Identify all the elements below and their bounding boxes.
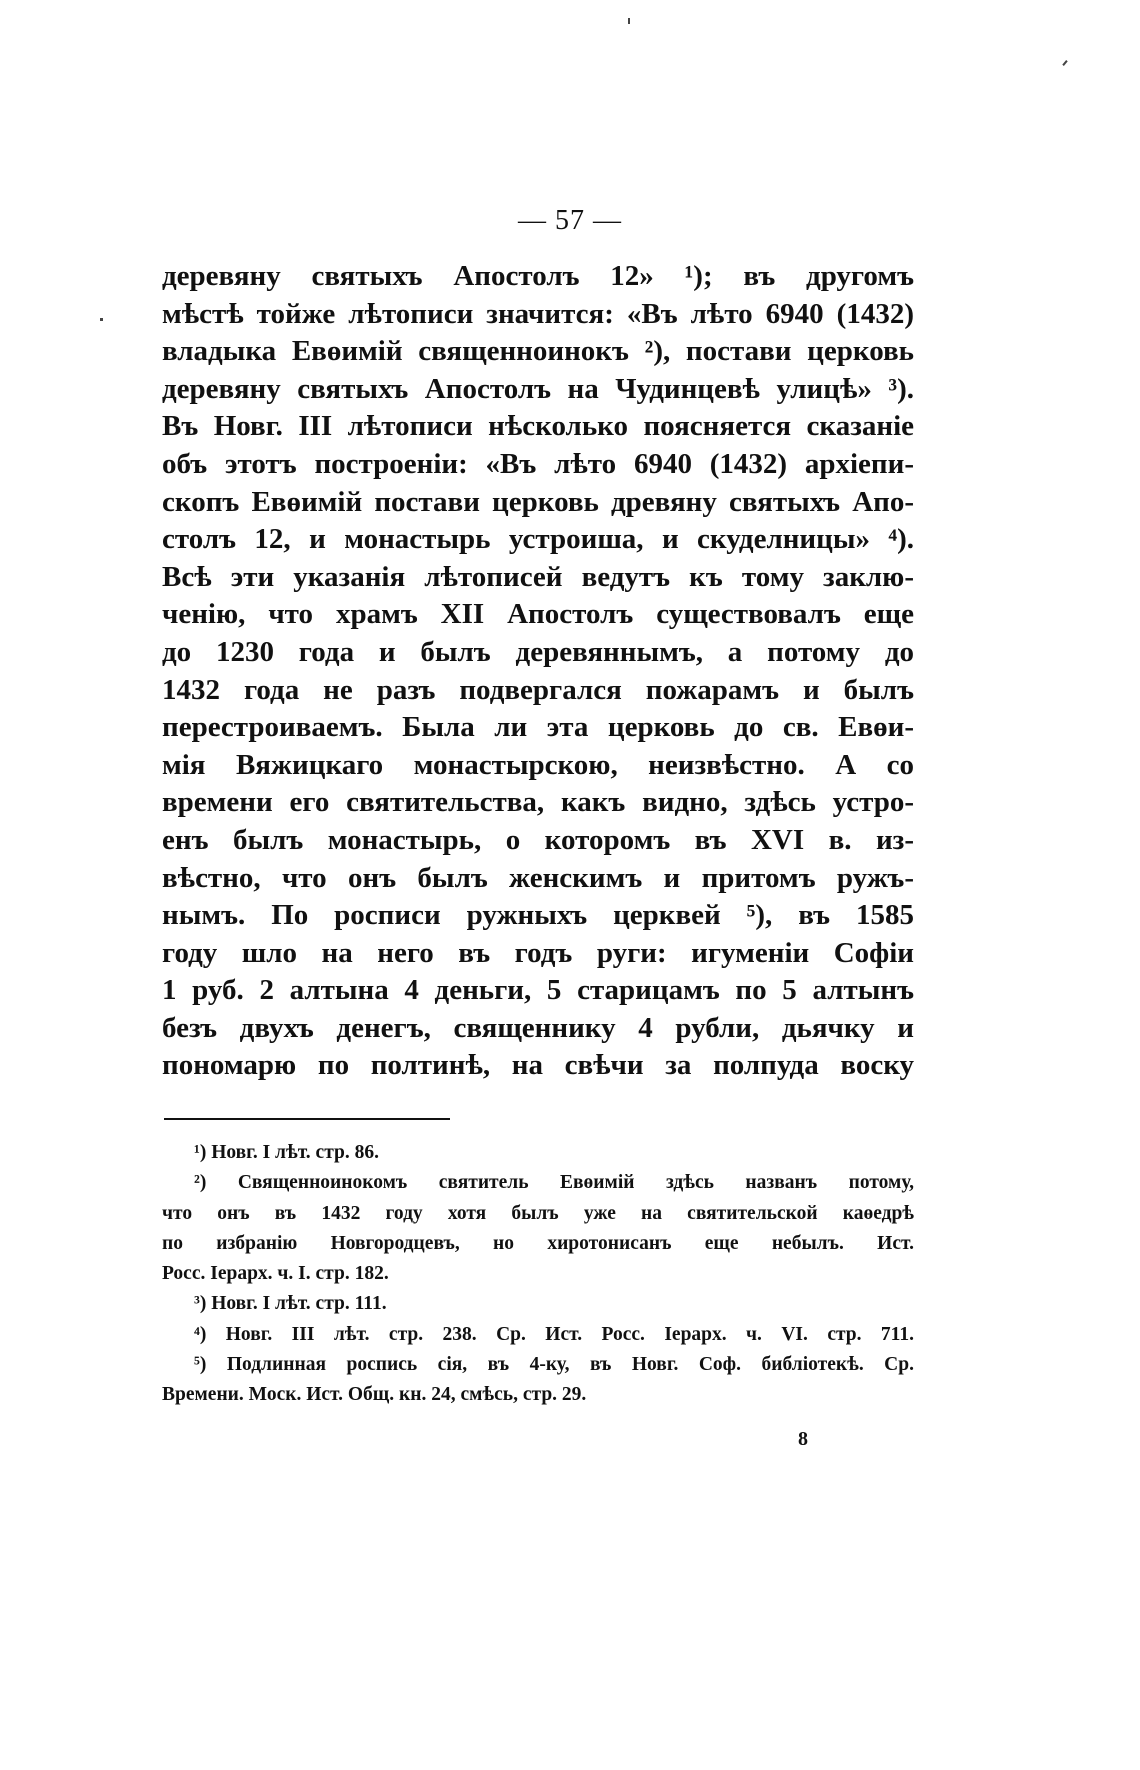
footnote-2-line: Росс. Іерарх. ч. I. стр. 182. <box>162 1263 389 1285</box>
body-line: году шло на него въ годъ руги: игуменіи Софіи <box>162 936 914 969</box>
body-line: скопъ Евөимій постави церковь древяну святыхъ Апо- <box>162 485 914 518</box>
body-line: объ этотъ построеніи: «Въ лѣто 6940 (1432) архіепи- <box>162 447 914 480</box>
body-line: 1 руб. 2 алтына 4 деньги, 5 старицамъ по 5 алтынъ <box>162 974 914 1007</box>
body-line: Въ Новг. III лѣтописи нѣсколько поясняется сказаніе <box>162 410 914 443</box>
footnote-1: ¹) Новг. I лѣт. стр. 86. <box>194 1142 379 1163</box>
body-line: мія Вяжицкаго монастырскою, неизвѣстно. А со <box>162 748 914 781</box>
body-line: Всѣ эти указанія лѣтописей ведутъ къ тому заклю- <box>162 560 914 593</box>
footnote-2-line: ²) Священноинокомъ святитель Евөимій здѣсь названъ потому, <box>194 1172 914 1194</box>
scan-speck <box>1062 60 1067 66</box>
body-line: енъ былъ монастырь, о которомъ въ XVI в. из- <box>162 823 914 856</box>
body-line: деревяну святыхъ Апостолъ 12» ¹); въ другомъ <box>162 260 914 292</box>
scan-speck <box>100 318 103 321</box>
body-line: мѣстѣ тойже лѣтописи значится: «Въ лѣто 6940 (1432) <box>162 297 914 330</box>
footnote-4: ⁴) Новг. III лѣт. стр. 238. Ср. Ист. Росс. Іерарх. ч. VI. стр. 711. <box>194 1323 914 1345</box>
body-line: ченію, что храмъ XII Апостолъ существовалъ еще <box>162 598 914 631</box>
footnote-3: ³) Новг. I лѣт. стр. 111. <box>194 1293 387 1315</box>
body-line: деревяну святыхъ Апостолъ на Чудинцевѣ улицѣ» ³). <box>162 372 914 405</box>
footnote-2-line: по избранію Новгородцевъ, но хиротонисанъ еще небылъ. Ист. <box>162 1232 914 1254</box>
footnote-separator <box>164 1118 450 1120</box>
body-line: 1432 года не разъ подвергался пожарамъ и былъ <box>162 673 914 706</box>
body-line: столъ 12, и монастырь устроиша, и скуделницы» ⁴). <box>162 523 914 556</box>
body-line: нымъ. По росписи ружныхъ церквей ⁵), въ 1585 <box>162 899 914 932</box>
body-line: безъ двухъ денегъ, священнику 4 рубли, дьячку и <box>162 1011 914 1044</box>
footnote-2-line: что онъ въ 1432 году хотя былъ уже на святительской каөедрѣ <box>162 1202 914 1224</box>
page-number: — 57 — <box>518 205 622 236</box>
footnote-5-line: ⁵) Подлинная роспись сія, въ 4-ку, въ Новг. Соф. библіотекѣ. Ср. <box>194 1354 914 1376</box>
footnotes <box>162 1138 914 1411</box>
body-line: пономарю по полтинѣ, на свѣчи за полпуда воску <box>162 1049 914 1082</box>
body-line: до 1230 года и былъ деревяннымъ, а потому до <box>162 635 914 668</box>
body-line: времени его святительства, какъ видно, здѣсь устро- <box>162 786 914 819</box>
body-line: владыка Евөимій священноинокъ ²), постави церковь <box>162 335 914 368</box>
body-text <box>162 258 914 1085</box>
body-line: перестроиваемъ. Была ли эта церковь до св. Евөи- <box>162 711 914 744</box>
footnote-5-line: Времени. Моск. Ист. Общ. кн. 24, смѣсь, стр. 29. <box>162 1384 587 1406</box>
printer-signature-mark: 8 <box>798 1428 808 1450</box>
scan-speck <box>628 18 630 24</box>
body-line: вѣстно, что онъ былъ женскимъ и притомъ ружъ- <box>162 861 914 894</box>
